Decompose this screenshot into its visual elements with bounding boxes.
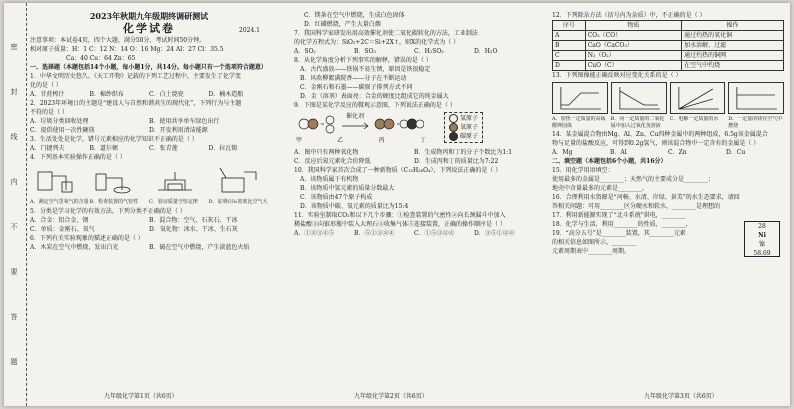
question-text: 1．中华文明历史悠久。《天工开物》记载的下列工艺过程中，主要发生了化学变 — [30, 73, 241, 80]
question-text: 11．实验室制取CO₂和以下几个步骤：①检查装置的气密性②向长颈漏斗中加入 — [294, 212, 506, 219]
option: A．该物质属于有机物 — [300, 176, 359, 183]
question-text: 16．合理利用水资源是“河畅、水清、岸绿、景美”的水生态要求，请回 — [552, 194, 740, 201]
question-text: 3．生活处处是化学，错号元素相应的化学知识不正确的是（ ） — [30, 136, 198, 143]
question-text: 物与足量的盐酸反应，可得到0.2g氢气，则该混合物中一定含有的金属是（ ） — [552, 140, 760, 147]
binding-margin — [4, 3, 27, 406]
option: C．H₂SO₃ — [414, 48, 444, 55]
options-row — [294, 47, 534, 56]
binding-char: 封 — [10, 88, 18, 95]
option: B．使用共享单车绿色出行 — [149, 118, 220, 125]
question-text: 7．我国科学家研发出用高效催化剂使二氧化碳转化的方法，工业制法 — [294, 30, 478, 37]
legend-row — [449, 114, 478, 123]
option: D．H₂O — [474, 48, 498, 55]
question-text: 14．某金属混合物由Mg、Al、Zn、Cu四种金属中的两种组成，6.5g该金属混合 — [552, 131, 768, 138]
option: C．反应后氮元素化合价降低 — [294, 158, 371, 165]
notes-line: Ca：40 Cu：64 Zn：65 — [66, 55, 136, 62]
exam-date: 2024.1 — [239, 27, 260, 34]
option: A．图中只有两种氧化物 — [294, 149, 359, 156]
options-row — [294, 157, 534, 166]
atomic-mass: 58.69 — [753, 250, 771, 257]
figure-captions — [30, 198, 268, 207]
question-text: C．镁条在空气中燃烧，生成白色固体 — [304, 12, 405, 19]
legend-row — [449, 123, 478, 132]
binding-char: 题 — [10, 358, 18, 365]
page-2 — [294, 11, 534, 238]
table-cell: A — [553, 31, 586, 41]
options-row — [294, 148, 534, 157]
question-text: 12．下列除杂方法（括号内为杂质）中，不正确的是（ ） — [552, 12, 706, 19]
section-heading: 一、选择题（本题包括14个小题，每小题1分，共14分。每小题只有一个选项符合题意） — [30, 64, 267, 71]
exam-title: 2023年秋期九年级期终调研测试 — [89, 11, 209, 21]
option: A．木炭在空气中燃烧，发出白光 — [30, 244, 119, 251]
binding-char: 密 — [10, 43, 18, 50]
page-footer: 九年级化学第2页（共6页） — [354, 393, 428, 400]
options-row — [294, 229, 534, 238]
question-text: 使用最多的金属是________；天然气的主要成分是________； — [552, 176, 715, 183]
table-cell: 加水溶解、过滤 — [682, 41, 784, 51]
option: D．拉瓦锡 — [208, 145, 238, 152]
option: A．垃圾分类回收处理 — [30, 118, 89, 125]
option: C．提倡使用一次性碗筷 — [30, 127, 95, 134]
species-labels — [296, 136, 426, 145]
option: C．①⑤③②④ — [414, 230, 455, 237]
option: D．氧化物：冰水、干冰、生石灰 — [149, 226, 238, 233]
options-row — [30, 117, 268, 126]
binding-char: 答 — [10, 313, 18, 320]
question-text: 不符的是（ ） — [30, 109, 68, 116]
question-text: 5．分类是学习化学的有效方法，下列分类不正确的是（ ） — [30, 208, 186, 215]
option: B．SO₃ — [354, 48, 376, 55]
table-header: 序号 — [553, 21, 586, 31]
species-label: 丁 — [419, 137, 426, 144]
question-text: 19．“高分五号”是________装置，其________元素 — [552, 230, 686, 237]
table-row — [553, 51, 784, 61]
table-cell: CaO（CaCO₃） — [585, 41, 681, 51]
question-text: 8．从化学角度分析下列事实的解释，错误的是（ ） — [294, 57, 432, 64]
page-3 — [552, 11, 784, 256]
question-text: 10．我国科学家首次合成了一种新物质（C₁₅H₂₈O₄），下列说法正确的是（ ） — [294, 167, 502, 174]
legend-label: 碳原子 — [460, 133, 479, 140]
option: B．该物质中氢元素的质量分数最大 — [300, 185, 395, 192]
graph-d-plot — [729, 83, 783, 113]
option: B．道尔顿 — [89, 145, 118, 152]
question-text: 2．2023年环境日的主题是“建设人与自然和谐共生的现代化”，下列行为与主题 — [30, 100, 242, 107]
option: B．生成物丙和丁的分子个数比为1:1 — [414, 149, 513, 156]
options-row — [30, 126, 268, 135]
option: A．甘蔗榨汁 — [30, 91, 65, 98]
notes-line: 相对原子质量：H：1 C：12 N：14 O：16 Mg：24 Al：27 Cl：35.5 — [30, 46, 224, 53]
table-header: 操作 — [682, 21, 784, 31]
options-row — [30, 216, 268, 225]
question-text: 的相关信息如图所示，________ — [552, 239, 637, 246]
subject-title: 化学试卷 — [123, 22, 175, 35]
option: A．古代盛放——铁锅不易生锈，原因是铁很稳定 — [300, 66, 431, 73]
table-cell: CuO（C） — [585, 61, 681, 71]
apparatus-drawing — [30, 164, 268, 196]
option: C．白土烧瓷 — [149, 91, 184, 98]
option: C．单质：金刚石、氧气 — [30, 226, 95, 233]
options-row — [30, 225, 268, 234]
option: A．合金：铝合金、钢 — [30, 217, 89, 224]
table-cell: N₂（O₂） — [585, 51, 681, 61]
option: B．风吹柳絮满院香——分子在不断运动 — [300, 75, 407, 82]
question-text: 13．下列图像能正确反映对应变化关系的是（ ） — [552, 72, 682, 79]
option: B．Al — [610, 149, 627, 156]
question-text: 元素周期表中________周期。 — [552, 248, 631, 255]
table-cell: CO₂（CO） — [585, 31, 681, 41]
table-cell: D — [553, 61, 586, 71]
graph-c — [670, 82, 726, 114]
graph-options — [552, 82, 784, 114]
figure-caption: D．证明CO₂密度比空气大 — [208, 199, 268, 205]
figure-caption: A．测定空气里氧气的含量 — [30, 199, 89, 205]
table-cell: 在空气中灼烧 — [682, 61, 784, 71]
graph-c-plot — [671, 83, 725, 113]
impurity-table — [552, 20, 784, 71]
question-text: D．红磷燃烧，产生大量白烟 — [304, 21, 381, 28]
atomic-number: 28 — [758, 223, 766, 230]
option: B．⑤①③②④ — [354, 230, 395, 237]
question-text: 18．化学与生活，利用________的性质，________， — [552, 221, 692, 228]
option: A．门捷列夫 — [30, 145, 65, 152]
section-heading: 二、填空题（本题包括6个小题，共16分） — [552, 158, 667, 165]
element-card-nickel — [744, 221, 780, 257]
option: B．棉纱织布 — [89, 91, 124, 98]
graph-caption: D．一定量的镁在空气中燃烧 — [728, 116, 783, 129]
molecule-legend — [444, 112, 483, 143]
legend-label: 氢原子 — [460, 115, 479, 122]
table-cell: C — [553, 51, 586, 61]
question-text: 的化学方程式为：SiO₂+2C＝Si+2X↑，则X的化学式为（ ） — [294, 39, 460, 46]
options-row — [30, 243, 268, 252]
question-text: 化的是（ ） — [30, 82, 62, 89]
carbon-atom-icon — [449, 132, 458, 141]
option: C．金刚石和石墨——碳原子排列方式不同 — [300, 84, 413, 91]
graph-b — [611, 82, 667, 114]
question-text: 稀盐酸③向锥形瓶中装入大理石④收集气体⑤连接装置，正确的操作顺序是（ ） — [294, 221, 506, 228]
page-footer: 九年级化学第3页（共6页） — [644, 393, 718, 400]
table-row — [553, 41, 784, 51]
table-cell: 通过灼热的氧化铜 — [682, 31, 784, 41]
option: D．③⑤①②④ — [474, 230, 515, 237]
notes-line: 注意事项：本试卷4页，四个大题，满分50分，考试时间50分钟。 — [30, 37, 206, 44]
option: D．该物质中碳、氧元素的质量比为15:4 — [300, 203, 409, 210]
question-text: 地壳中含量最多的元素是________。 — [552, 185, 649, 192]
options-row — [552, 148, 784, 157]
options-row — [30, 90, 268, 99]
binding-char: 内 — [10, 178, 18, 185]
graph-caption: C．电解一定质量的水 — [669, 116, 719, 122]
graph-a-plot — [553, 83, 607, 113]
binding-char: 不 — [10, 223, 18, 230]
option: C．Zn — [668, 149, 687, 156]
element-name: 镍 — [758, 241, 765, 248]
table-cell: B — [553, 41, 586, 51]
option: D．金（溶剂）表面亮：合金的硬度比组成它的纯金属大 — [300, 93, 449, 100]
table-header: 物质 — [585, 21, 681, 31]
option: D．开发利用清洁能源 — [149, 127, 208, 134]
species-label: 甲 — [296, 137, 303, 144]
table-row — [553, 31, 784, 41]
page-1 — [30, 11, 268, 252]
option: D．Cu — [726, 149, 746, 156]
exam-sheet — [4, 3, 790, 406]
graph-captions — [552, 116, 784, 130]
question-text: 6．下列有关实验现象的描述正确的是（ ） — [30, 235, 144, 242]
exam-subtitle — [30, 22, 268, 36]
table-row — [553, 61, 784, 71]
species-label: 丙 — [378, 137, 385, 144]
table-cell: 通过灼热的铜网 — [682, 51, 784, 61]
figure-caption: B．检查装置的气密性 — [89, 199, 139, 205]
option: A．①②③④⑤ — [294, 230, 335, 237]
table-header-row — [553, 21, 784, 31]
species-label: 乙 — [337, 137, 344, 144]
binding-char: 要 — [10, 268, 18, 275]
options-row — [30, 144, 268, 153]
page-footer: 九年级化学第1页（共6页） — [104, 393, 178, 400]
question-text: 4．下列基本实验操作正确的是（ ） — [30, 154, 126, 161]
option: D．生成丙和丁的质量比为7:22 — [414, 158, 499, 165]
option: B．混合物：空气、石灰石、干冰 — [149, 217, 238, 224]
option: C．该物质由47个原子构成 — [300, 194, 373, 201]
element-symbol: Ni — [758, 232, 766, 239]
figure-caption: C．验证质量守恒定律 — [149, 199, 198, 205]
question-text: 9．下图是某化学反应的微观示意图，下列说法正确的是（ ） — [294, 102, 456, 109]
reaction-diagram — [294, 112, 534, 146]
graph-a — [552, 82, 608, 114]
graph-d — [728, 82, 784, 114]
oxygen-atom-icon — [449, 123, 458, 132]
graph-b-plot — [612, 83, 666, 113]
lab-apparatus-figure — [30, 164, 268, 196]
option: C．张青莲 — [149, 145, 178, 152]
option: A．SO₂ — [294, 48, 316, 55]
question-text: 15．用化学用语填空： — [552, 167, 614, 174]
catalyst-label: 催化剂 — [346, 113, 365, 120]
binding-char: 线 — [10, 133, 18, 140]
option: A．Mg — [552, 149, 573, 156]
legend-label: 氧原子 — [460, 124, 479, 131]
option: B．硫在空气中燃烧，产生淡蓝色火焰 — [149, 244, 250, 251]
legend-row — [449, 132, 478, 141]
hydrogen-atom-icon — [449, 114, 458, 123]
question-text: 17．利用新能源实现了“北斗系统”供电，________ — [552, 212, 686, 219]
graph-caption: B．向一定质量的二氧化锰中加入过氧化氢溶液 — [610, 116, 665, 129]
graph-caption: A．加热一定质量的高锰酸钾固体 — [552, 116, 606, 129]
question-text: 答相关问题：可用________区分硬水和软水，________是理想的 — [552, 203, 721, 210]
option: D．楠木造船 — [208, 91, 244, 98]
